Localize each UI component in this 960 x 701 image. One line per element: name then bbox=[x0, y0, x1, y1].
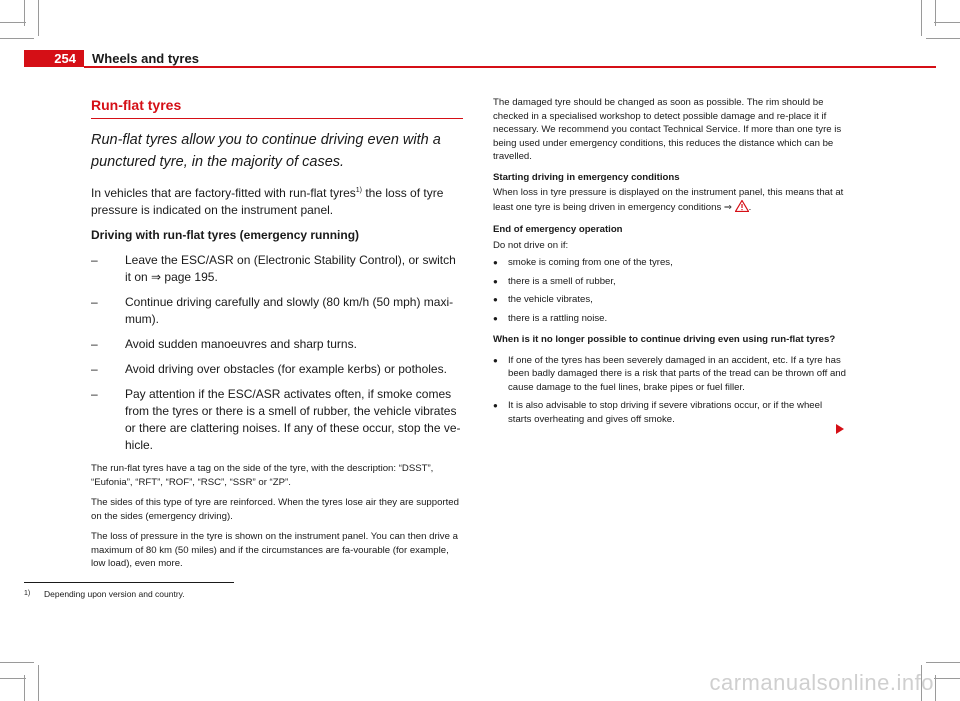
page-number-badge bbox=[24, 50, 84, 67]
list-item: – Leave the ESC/ASR on (Electronic Stability Control), or switch it on ⇒ page 195. bbox=[91, 252, 463, 286]
list-item: ● there is a smell of rubber, bbox=[493, 275, 848, 289]
section-intro: Run-flat tyres allow you to continue driving even with a punctured tyre, in the majority of cases. bbox=[91, 132, 441, 170]
footnote-mark: 1) bbox=[24, 590, 31, 597]
crop-mark bbox=[921, 0, 922, 36]
tag-paragraph: The run-flat tyres have a tag on the side of the tyre, with the description: “DSST”, “Eufonia”, “RFT”, “ROF”, “RSC”, “SSR” or “ZP”. bbox=[91, 463, 434, 488]
chapter-title: Wheels and tyres bbox=[92, 51, 199, 66]
list-item: ● there is a rattling noise. bbox=[493, 312, 848, 326]
left-column bbox=[91, 96, 463, 578]
footnote bbox=[24, 588, 185, 600]
end-heading: End of emergency operation bbox=[493, 224, 623, 235]
crop-mark bbox=[24, 0, 25, 26]
start-text-end: . bbox=[748, 201, 752, 213]
crop-mark bbox=[926, 38, 960, 39]
footnote-ref[interactable]: 1) bbox=[355, 187, 363, 194]
intro-paragraph bbox=[91, 185, 463, 219]
end-paragraph: Do not drive on if: bbox=[493, 239, 569, 251]
watermark: carmanualsonline.info bbox=[709, 670, 934, 695]
list-item: – Avoid driving over obstacles (for example kerbs) or potholes. bbox=[91, 361, 463, 378]
question-list bbox=[493, 354, 848, 427]
crop-mark bbox=[0, 678, 26, 679]
start-text: When loss in tyre pressure is displayed on the instrument panel, this means that at least one tyre is being driven in emergency conditions ⇒ bbox=[493, 187, 844, 213]
intro-text-a: In vehicles that are factory-fitted with run-flat tyres bbox=[91, 186, 356, 200]
page-header bbox=[24, 50, 936, 69]
change-tyre-paragraph: The damaged tyre should be changed as soon as possible. The rim should be checked in a specialised workshop to detect possible damage and re-place it if necessary. We recommend you contact Technical Service. If more than one tyre is being used under emergency conditions, this reduces the distance which can be travelled. bbox=[493, 97, 842, 162]
continue-arrow-icon[interactable] bbox=[836, 424, 844, 434]
list-item: ● the vehicle vibrates, bbox=[493, 293, 848, 307]
warning-icon[interactable] bbox=[735, 200, 749, 217]
crop-mark bbox=[926, 662, 960, 663]
crop-mark bbox=[0, 662, 34, 663]
crop-mark bbox=[935, 0, 936, 26]
sides-paragraph: The sides of this type of tyre are reinforced. When the tyres lose air they are supported on the sides (emergency driving). bbox=[91, 497, 459, 522]
crop-mark bbox=[0, 38, 34, 39]
dash-list bbox=[91, 252, 463, 454]
footnote-rule bbox=[24, 582, 234, 583]
bullet-list bbox=[493, 256, 848, 325]
crop-mark bbox=[24, 675, 25, 701]
crop-mark bbox=[38, 665, 39, 701]
list-item: ● smoke is coming from one of the tyres, bbox=[493, 256, 848, 270]
list-item: – Avoid sudden manoeuvres and sharp turns. bbox=[91, 336, 463, 353]
footnote-text: Depending upon version and country. bbox=[44, 589, 185, 599]
crop-mark bbox=[934, 22, 960, 23]
list-item: – Pay attention if the ESC/ASR activates often, if smoke comes from the tyres or there is a smell of rubber, the vehicle vibrates or there are clattering noises. If any of these occur, stop the ve-hicle. bbox=[91, 386, 463, 454]
list-item: ● If one of the tyres has been severely damaged in an accident, etc. If a tyre has been badly damaged there is a risk that parts of the tread can be thrown off and cause damage to the fuel lines, brake pipes or fuel filler. bbox=[493, 354, 848, 395]
list-item: – Continue driving carefully and slowly (80 km/h (50 mph) maxi-mum). bbox=[91, 294, 463, 328]
crop-mark bbox=[38, 0, 39, 36]
page-number: 254 bbox=[54, 51, 76, 66]
crop-mark bbox=[934, 678, 960, 679]
header-rule bbox=[84, 66, 936, 68]
crop-mark bbox=[935, 675, 936, 701]
pressure-paragraph: The loss of pressure in the tyre is shown on the instrument panel. You can then drive a maximum of 80 km (50 miles) and if the circumstances are fa-vourable (for example, low load), even more. bbox=[91, 531, 458, 569]
list-item: ● It is also advisable to stop driving if severe vibrations occur, or if the wheel starts overheating and gives off smoke. bbox=[493, 399, 848, 426]
right-column bbox=[493, 96, 848, 434]
section-title: Run-flat tyres bbox=[91, 96, 463, 119]
subheading: Driving with run-flat tyres (emergency running) bbox=[91, 228, 360, 242]
start-heading: Starting driving in emergency conditions bbox=[493, 171, 680, 183]
question-heading: When is it no longer possible to continue driving even using run-flat tyres? bbox=[493, 334, 836, 345]
crop-mark bbox=[0, 22, 26, 23]
intro-text-b: the loss of tyre pressure is indicated on the instrument panel. bbox=[91, 186, 444, 217]
start-paragraph bbox=[493, 186, 848, 216]
